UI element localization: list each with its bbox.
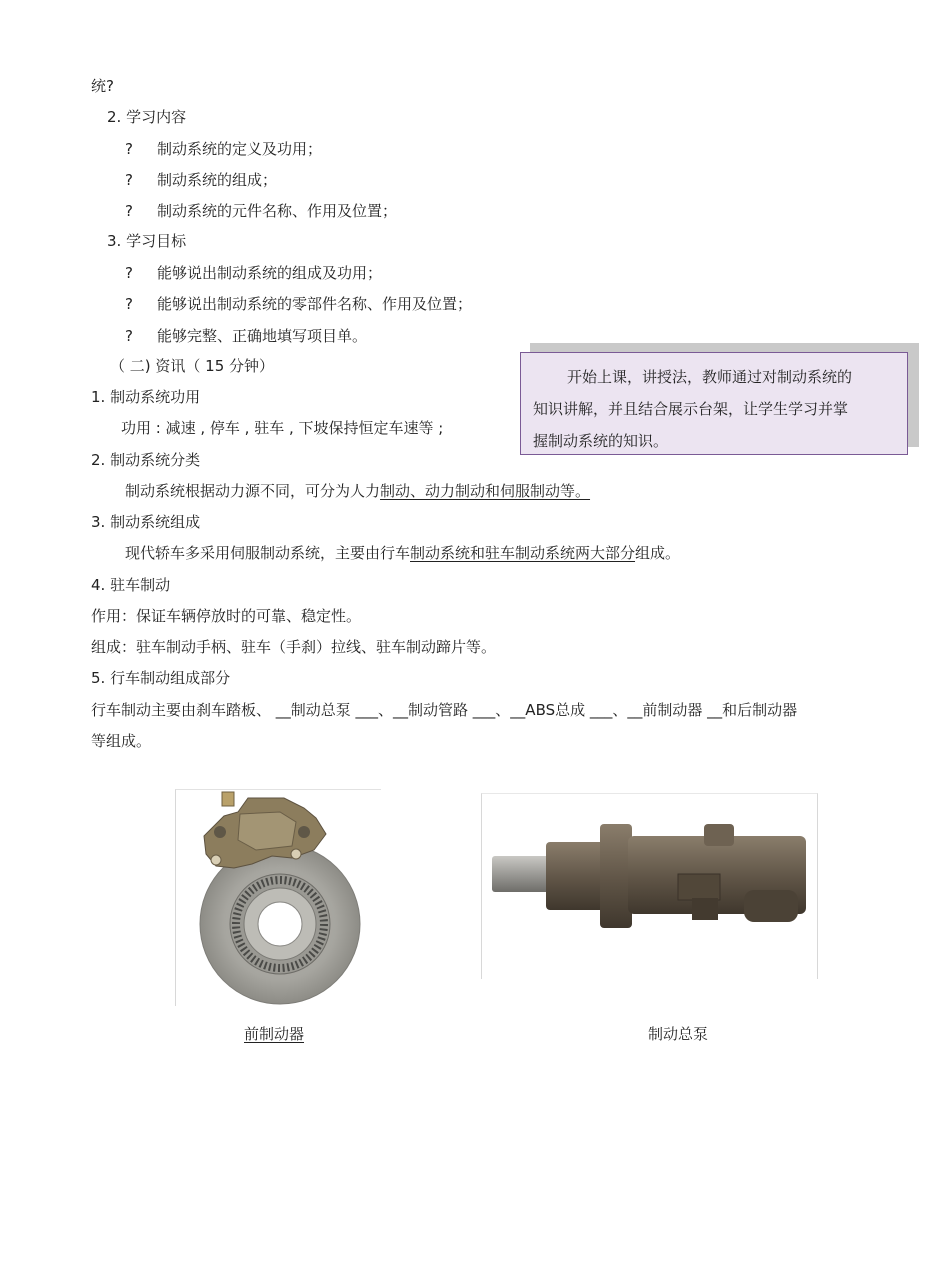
- heading-learning-goals: 3. 学习目标: [107, 232, 187, 250]
- bullet-item: [125, 201, 397, 221]
- bullet-item: [125, 139, 322, 159]
- bullet-item: [125, 170, 277, 190]
- bullet-mark: ?: [125, 202, 133, 220]
- heading-brake-classification: 2. 制动系统分类: [91, 451, 201, 469]
- text-brake-function: 功用 : 减速 , 停车 , 驻车 , 下坡保持恒定车速等 ;: [121, 419, 444, 437]
- underlined-segment: 制动、动力制动和伺服制动等。: [380, 482, 591, 500]
- text-parking-function: 作用：保证车辆停放时的可靠、稳定性。: [91, 607, 362, 625]
- heading-parking-brake: 4. 驻车制动: [91, 576, 171, 594]
- note-line: 握制动系统的知识。: [533, 432, 669, 450]
- underlined-segment: 制动系统和驻车制动系统两大部分: [410, 544, 636, 562]
- bullet-mark: ?: [125, 264, 133, 282]
- bullet-item: [125, 326, 367, 346]
- bullet-text: 制动系统的定义及功用；: [157, 140, 323, 158]
- text-service-brake-parts: 行车制动主要由刹车踏板、 __制动总泵 ___、__制动管路 ___、__ABS总成 ___、__前制动器 __和后制动器: [91, 701, 798, 719]
- bullet-mark: ?: [125, 327, 133, 345]
- text-parking-composition: 组成：驻车制动手柄、驻车（手刹）拉线、驻车制动蹄片等。: [91, 638, 497, 656]
- note-line: 开始上课，讲授法，教师通过对制动系统的: [567, 368, 853, 386]
- bullet-text: 制动系统的元件名称、作用及位置；: [157, 202, 398, 220]
- bullet-mark: ?: [125, 295, 133, 313]
- text-service-brake-end: 等组成。: [91, 732, 152, 750]
- note-line: 知识讲解，并且结合展示台架，让学生学习并掌: [533, 400, 849, 418]
- master-cylinder-photo: [481, 793, 818, 979]
- bullet-item: [125, 294, 472, 314]
- heading-learning-content: 2. 学习内容: [107, 108, 187, 126]
- front-brake-photo: [175, 789, 381, 1006]
- text-brake-classification: [125, 481, 590, 501]
- text-brake-composition: [125, 543, 680, 563]
- master-cylinder-image: [482, 794, 817, 979]
- bullet-text: 能够完整、正确地填写项目单。: [157, 327, 368, 345]
- bullet-text: 能够说出制动系统的组成及功用；: [157, 264, 383, 282]
- heading-brake-composition: 3. 制动系统组成: [91, 513, 201, 531]
- bullet-text: 制动系统的组成；: [157, 171, 278, 189]
- text-line-continuation: 统?: [91, 77, 114, 95]
- text-segment: 组成。: [635, 544, 681, 562]
- section-heading-info: （ 二) 资讯（ 15 分钟）: [110, 357, 275, 375]
- bullet-text: 能够说出制动系统的零部件名称、作用及位置；: [157, 295, 473, 313]
- bullet-mark: ?: [125, 140, 133, 158]
- caption-master-cylinder: 制动总泵: [648, 1025, 709, 1043]
- heading-brake-function: 1. 制动系统功用: [91, 388, 201, 406]
- front-brake-image: [176, 790, 381, 1006]
- teacher-note-box: [520, 352, 908, 455]
- bullet-mark: ?: [125, 171, 133, 189]
- heading-service-brake: 5. 行车制动组成部分: [91, 669, 231, 687]
- text-segment: 制动系统根据动力源不同，可分为人力: [125, 482, 381, 500]
- bullet-item: [125, 263, 382, 283]
- text-segment: 现代轿车多采用伺服制动系统，主要由行车: [125, 544, 411, 562]
- caption-front-brake: 前制动器: [244, 1025, 305, 1043]
